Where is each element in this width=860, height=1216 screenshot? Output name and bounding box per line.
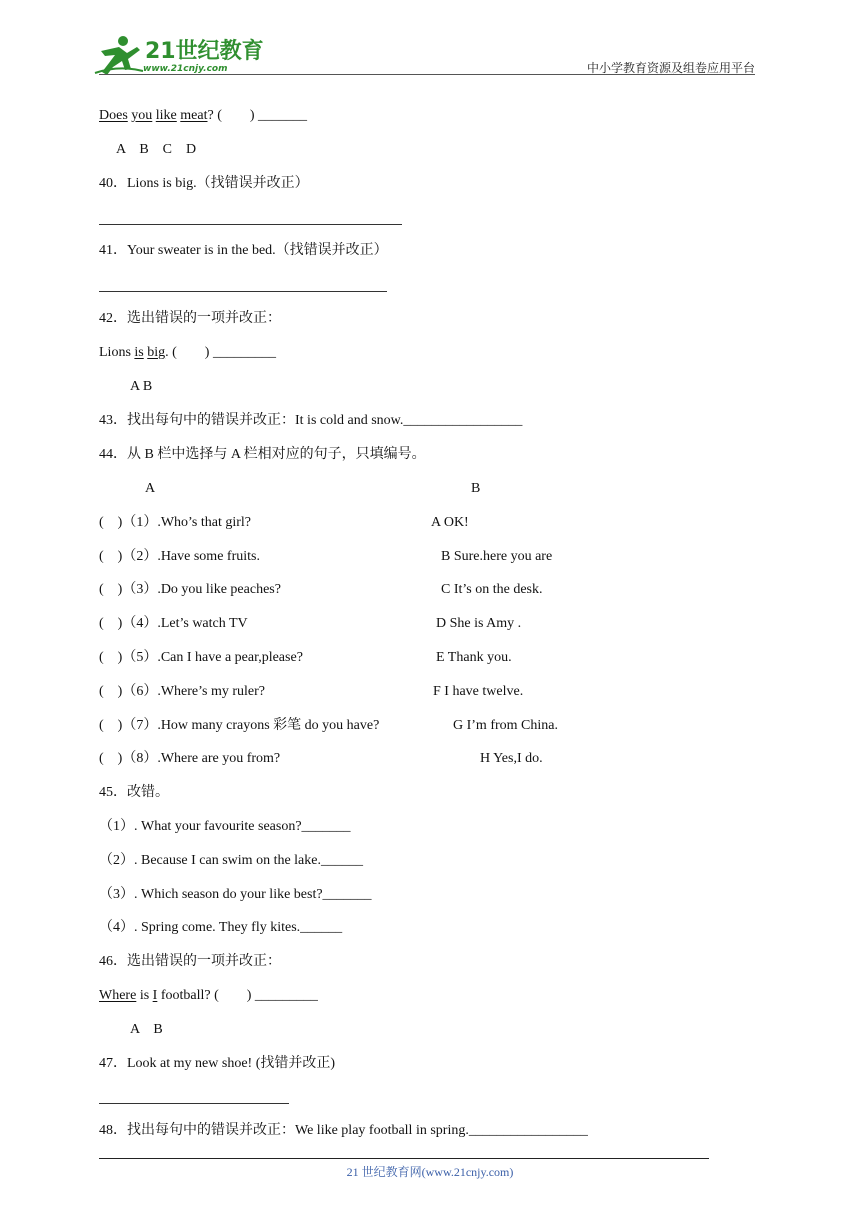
q39-blank: ? ( ) _______ [207, 108, 308, 123]
q44-row-a: ( )（6）.Where’s my ruler? [99, 684, 265, 699]
q46-blank: football? ( ) _________ [157, 988, 318, 1003]
q46-word-b: I [152, 988, 158, 1003]
q40-text: 40．Lions is big.（找错误并改正） [99, 176, 309, 191]
q44-row-b: B Sure.here you are [441, 549, 553, 564]
q44-row-a: ( )（7）.How many crayons 彩笔 do you have? [99, 718, 380, 733]
q44-row-b: D She is Amy . [436, 616, 522, 631]
q44-row-a: ( )（8）.Where are you from? [99, 751, 281, 766]
q44-text: 44．从 B 栏中选择与 A 栏相对应的句子，只填编号。 [99, 447, 426, 462]
q42-pre: Lions [99, 345, 135, 360]
q41-answer-line[interactable] [99, 291, 387, 292]
q44-row-b: A OK! [431, 515, 469, 530]
q45-text: 45．改错。 [99, 785, 169, 800]
q46-options: A B [130, 1022, 163, 1037]
q44-row-a: ( )（1）.Who’s that girl? [99, 515, 252, 530]
q42-options: A B [130, 379, 153, 394]
q44-row-b: E Thank you. [436, 650, 512, 665]
q46-text: 46．选出错误的一项并改正： [99, 954, 281, 969]
q42-blank: . ( ) _________ [165, 345, 276, 360]
q42-text: 42．选出错误的一项并改正： [99, 311, 281, 326]
q47-text: 47．Look at my new shoe! (找错并改正) [99, 1056, 336, 1071]
q39-word-c: like [155, 108, 177, 123]
q44-column-b-header: B [471, 481, 481, 496]
q46-mid: is [136, 988, 153, 1003]
q44-row-b: F I have twelve. [433, 684, 524, 699]
footer-text: 21 世纪教育网(www.21cnjy.com) [346, 1165, 514, 1179]
q46-word-a: Where [99, 988, 137, 1003]
q39-word-d: meat [180, 108, 208, 123]
logo-text: 21世纪教育 [145, 39, 264, 64]
q39-options: A B C D [116, 142, 197, 157]
q44-row-b: C It’s on the desk. [441, 582, 543, 597]
q44-row-a: ( )（4）.Let’s watch TV [99, 616, 248, 631]
running-man-icon [93, 35, 145, 77]
q45-item: （3）. Which season do your like best?_______ [99, 887, 372, 902]
q44-row-a: ( )（3）.Do you like peaches? [99, 582, 281, 597]
q42-word-a: is [134, 345, 144, 360]
q40-answer-line[interactable] [99, 224, 402, 225]
footer-divider [99, 1158, 709, 1159]
q44-row-a: ( )（5）.Can I have a pear,please? [99, 650, 303, 665]
q39-word-a: Does [99, 108, 128, 123]
site-name: 中小学教育资源及组卷应用平台 [586, 61, 755, 75]
q43-text: 43．找出每句中的错误并改正：It is cold and snow._________________ [99, 413, 523, 428]
q42-sentence [99, 344, 276, 362]
q41-text: 41．Your sweater is in the bed.（找错误并改正） [99, 243, 388, 258]
q44-column-a-header: A [145, 481, 156, 496]
q44-row-b: G I’m from China. [453, 718, 558, 733]
q45-item: （4）. Spring come. They fly kites.______ [99, 920, 343, 935]
header-divider [99, 74, 755, 75]
q39-word-b: you [131, 108, 153, 123]
q42-word-b: big [147, 345, 166, 360]
logo-url: www.21cnjy.com [143, 64, 228, 74]
q47-answer-line[interactable] [99, 1103, 289, 1104]
q45-item: （2）. Because I can swim on the lake.______ [99, 853, 363, 868]
q44-row-b: H Yes,I do. [480, 751, 543, 766]
q45-item: （1）. What your favourite season?_______ [99, 819, 351, 834]
q46-sentence [99, 987, 318, 1005]
q44-row-a: ( )（2）.Have some fruits. [99, 549, 260, 564]
q39-sentence [99, 107, 307, 125]
q48-text: 48．找出每句中的错误并改正：We like play football in spring._________________ [99, 1123, 588, 1138]
